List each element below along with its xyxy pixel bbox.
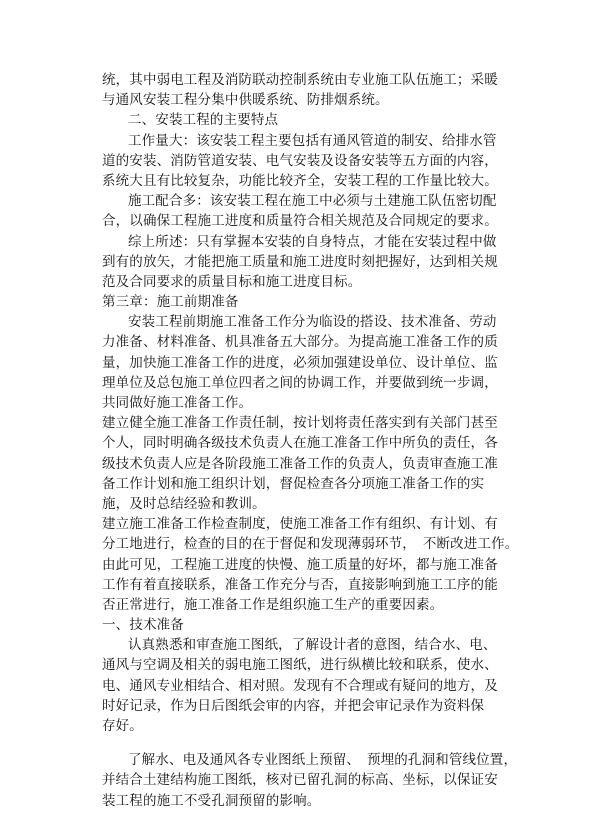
text-line: 由此可见，工程施工进度的快慢、施工质量的好坏，都与施工准备 bbox=[102, 556, 498, 573]
paragraph-gap bbox=[102, 736, 517, 750]
text-line: 认真熟悉和审查施工图纸，了解设计者的意图，结合水、电、 bbox=[128, 637, 497, 654]
text-line: 施，及时总结经验和教训。 bbox=[102, 495, 266, 512]
text-line: 建立健全施工准备工作责任制，按计划将责任落实到有关部门甚至 bbox=[102, 415, 498, 432]
text-line: 与通风安装工程分集中供暖系统、防排烟系统。 bbox=[102, 92, 389, 109]
text-line: 一、技术准备 bbox=[102, 617, 184, 634]
text-line: 否正常进行，施工准备工作是组织施工生产的重要因素。 bbox=[102, 596, 444, 613]
text-line: 工作有着直接联系，准备工作充分与否，直接影响到施工工序的能 bbox=[102, 576, 498, 593]
text-line: 时好记录，作为日后图纸会审的内容，并把会审记录作为资料保 bbox=[102, 697, 485, 714]
text-line: 级技术负责人应是各阶段施工准备工作的负责人，负责审查施工准 bbox=[102, 455, 498, 472]
text-line: 量，加快施工准备工作的进度，必须加强建设单位、设计单位、监 bbox=[102, 354, 498, 371]
text-line: 综上所述：只有掌握本安装的自身特点，才能在安装过程中做 bbox=[128, 233, 497, 250]
text-line: 范及合同要求的质量目标和施工进度目标。 bbox=[102, 273, 362, 290]
text-line: 建立施工准备工作检查制度，使施工准备工作有组织、有计划、有 bbox=[102, 516, 498, 533]
text-line: 个人，同时明确各级技术负责人在施工准备工作中所负的责任，各 bbox=[102, 435, 498, 452]
text-line: 安装工程前期施工准备工作分为临设的搭设、技术准备、劳动 bbox=[128, 314, 497, 331]
text-line: 二、安装工程的主要特点 bbox=[128, 112, 279, 129]
text-line: 通风与空调及相关的弱电施工图纸，进行纵横比较和联系，使水、 bbox=[102, 657, 498, 674]
text-line: 共同做好施工准备工作。 bbox=[102, 395, 253, 411]
text-line: 理单位及总包施工单位四者之间的协调工作，并要做到统一步调， bbox=[102, 374, 498, 391]
text-line: 到有的放矢，才能把施工质量和施工进度时刻把握好，达到相关规 bbox=[102, 253, 498, 270]
text-line: 备工作计划和施工组织计划，督促检查各分项施工准备工作的实 bbox=[102, 475, 485, 492]
text-line: 工作量大：该安装工程主要包括有通风管道的制安、给排水管 bbox=[128, 132, 497, 149]
text-line: 并结合土建结构施工图纸，核对已留孔洞的标高、坐标，以保证安 bbox=[102, 772, 498, 789]
text-line: 电、通风专业相结合、相对照。发现有不合理或有疑问的地方，及 bbox=[102, 677, 498, 694]
text-line: 第三章：施工前期准备 bbox=[102, 294, 239, 311]
text-line: 合，以确保工程施工进度和质量符合相关规范及合同规定的要求。 bbox=[102, 213, 498, 230]
text-line: 装工程的施工不受孔洞预留的影响。 bbox=[102, 792, 321, 809]
text-line: 系统大且有比较复杂，功能比较齐全，安装工程的工作量比较大。 bbox=[102, 172, 498, 189]
text-line: 统，其中弱电工程及消防联动控制系统由专业施工队伍施工；采暖 bbox=[102, 72, 498, 88]
text-line: 道的安装、消防管道安装、电气安装及设备安装等五方面的内容， bbox=[102, 152, 498, 169]
text-line: 了解水、电及通风各专业图纸上预留、 预埋的孔洞和管线位置， bbox=[128, 752, 518, 769]
text-line: 分工地进行，检查的目的在于督促和发现薄弱环节， 不断改进工作。 bbox=[102, 536, 519, 553]
text-line: 施工配合多：该安装工程在施工中必须与土建施工队伍密切配 bbox=[128, 193, 497, 210]
document-body bbox=[102, 70, 517, 811]
text-line: 存好。 bbox=[102, 718, 143, 734]
text-line: 力准备、材料准备、机具准备五大部分。为提高施工准备工作的质 bbox=[102, 334, 498, 351]
